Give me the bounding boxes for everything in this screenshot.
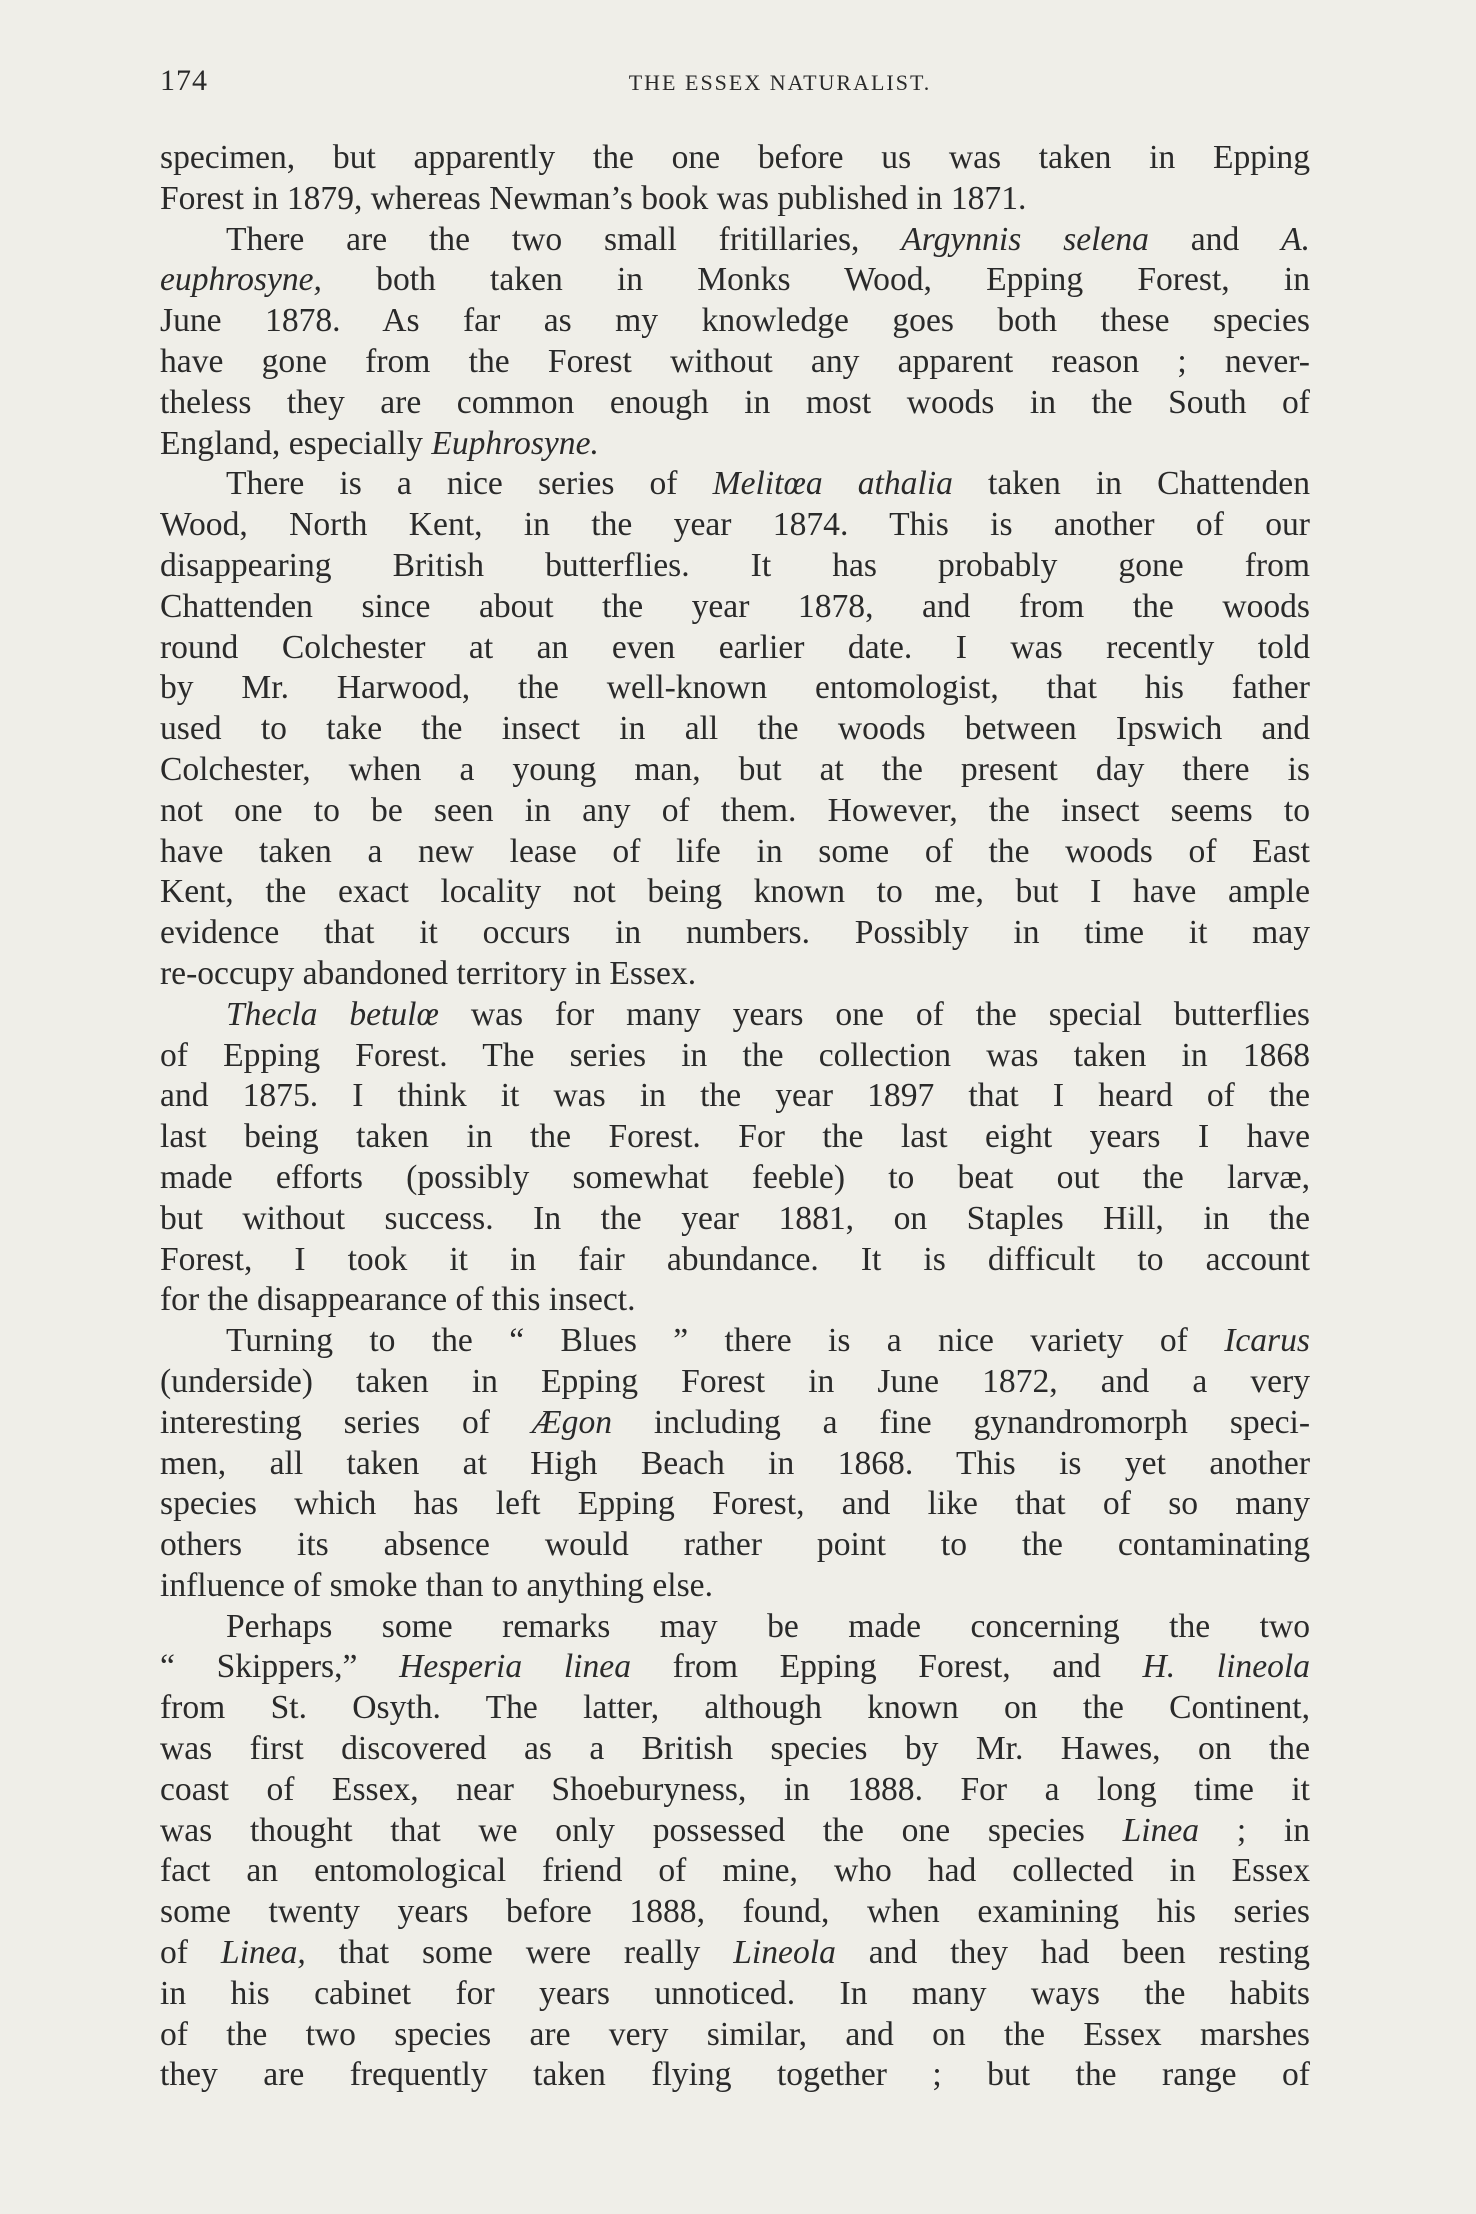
text-segment: and they had been resting: [835, 1934, 1310, 1972]
text-line: [160, 260, 1310, 301]
text-segment: “ Skippers,”: [160, 1648, 400, 1686]
text-segment: by Mr. Harwood, the well-known entomologist, that his father: [160, 669, 1310, 707]
text-line: [160, 1525, 1310, 1566]
text-segment: that some were really: [305, 1934, 734, 1972]
text-segment: for the disappearance of this insect.: [160, 1281, 636, 1319]
text-segment: used to take the insect in all the woods between Ipswich and: [160, 710, 1310, 748]
text-line: [160, 1036, 1310, 1077]
text-segment: round Colchester at an even earlier date. I was recently told: [160, 628, 1310, 666]
text-line: [160, 628, 1310, 669]
text-segment: fact an entomological friend of mine, who had collected in Essex: [160, 1852, 1310, 1890]
italic-text: euphrosyne,: [160, 261, 322, 299]
text-segment: made efforts (possibly somewhat feeble) to beat out the larvæ,: [160, 1158, 1310, 1196]
text-segment: disappearing British butterflies. It has probably gone from: [160, 546, 1310, 584]
page-header: [160, 64, 1310, 108]
italic-text: Argynnis selena: [901, 220, 1149, 258]
text-segment: ; in: [1199, 1811, 1310, 1849]
text-line: [160, 342, 1310, 383]
text-line: [160, 505, 1310, 546]
text-segment: not one to be seen in any of them. However, the insect seems to: [160, 791, 1310, 829]
text-line: [160, 913, 1310, 954]
text-segment: of Epping Forest. The series in the collection was taken in 1868: [160, 1036, 1310, 1074]
text-segment: evidence that it occurs in numbers. Possibly in time it may: [160, 914, 1310, 952]
text-segment: Forest in 1879, whereas Newman’s book was published in 1871.: [160, 179, 1027, 217]
text-line: [160, 464, 1310, 505]
text-segment: species which has left Epping Forest, and like that of so many: [160, 1485, 1310, 1523]
text-line: [160, 750, 1310, 791]
text-segment: re-occupy abandoned territory in Essex.: [160, 954, 697, 992]
text-segment: specimen, but apparently the one before us was taken in Epping: [160, 139, 1310, 176]
italic-text: Linea: [1122, 1811, 1200, 1849]
italic-text: Euphrosyne.: [431, 424, 599, 462]
running-title: THE ESSEX NATURALIST.: [628, 70, 932, 95]
text-line: [160, 1321, 1310, 1362]
text-segment: of: [160, 1934, 221, 1972]
text-segment: including a fine gynandromorph speci-: [612, 1403, 1311, 1441]
text-line: [160, 1484, 1310, 1525]
text-line: [160, 1240, 1310, 1281]
text-segment: Chattenden since about the year 1878, and from the woods: [160, 587, 1310, 625]
text-segment: men, all taken at High Beach in 1868. This is yet another: [160, 1444, 1310, 1482]
text-segment: England, especially: [160, 424, 432, 462]
text-line: [160, 1607, 1310, 1648]
text-line: [160, 1199, 1310, 1240]
text-segment: June 1878. As far as my knowledge goes both these species: [160, 302, 1310, 340]
text-segment: they are frequently taken flying together ; but the range of: [160, 2056, 1310, 2094]
text-line: [160, 1280, 1310, 1321]
text-line: [160, 1688, 1310, 1729]
text-segment: both taken in Monks Wood, Epping Forest, in: [321, 261, 1310, 299]
text-line: [160, 995, 1310, 1036]
text-line: [160, 1892, 1310, 1933]
text-segment: (underside) taken in Epping Forest in June 1872, and a very: [160, 1362, 1310, 1400]
italic-text: Icarus: [1224, 1322, 1310, 1360]
text-line: [160, 424, 1310, 465]
text-line: [160, 954, 1310, 995]
italic-text: Melitœa athalia: [712, 465, 953, 503]
text-line: [160, 1974, 1310, 2015]
text-line: [160, 791, 1310, 832]
text-line: [160, 1933, 1310, 1974]
text-segment: and 1875. I think it was in the year 1897 that I heard of the: [160, 1077, 1310, 1115]
text-line: [160, 179, 1310, 220]
text-line: [160, 2055, 1310, 2096]
text-line: [160, 1811, 1310, 1852]
body-text: [160, 138, 1310, 2096]
text-line: [160, 1362, 1310, 1403]
text-segment: from St. Osyth. The latter, although known on the Continent,: [160, 1689, 1310, 1727]
text-segment: Perhaps some remarks may be made concerning the two: [226, 1607, 1310, 1645]
text-segment: Colchester, when a young man, but at the present day there is: [160, 750, 1310, 788]
text-segment: was for many years one of the special butterflies: [438, 995, 1310, 1033]
text-line: [160, 546, 1310, 587]
text-segment: from Epping Forest, and: [631, 1648, 1143, 1686]
text-segment: Wood, North Kent, in the year 1874. This is another of our: [160, 506, 1310, 544]
text-segment: but without success. In the year 1881, on Staples Hill, in the: [160, 1199, 1310, 1237]
italic-text: H. lineola: [1142, 1648, 1311, 1686]
text-segment: Forest, I took it in fair abundance. It is difficult to account: [160, 1240, 1310, 1278]
text-segment: last being taken in the Forest. For the last eight years I have: [160, 1118, 1310, 1156]
text-segment: theless they are common enough in most woods in the South of: [160, 383, 1310, 421]
text-line: [160, 1566, 1310, 1607]
italic-text: A.: [1281, 220, 1310, 258]
page-number: 174: [160, 64, 208, 97]
text-line: [160, 1729, 1310, 1770]
text-segment: was thought that we only possessed the one species: [160, 1811, 1123, 1849]
text-line: [160, 587, 1310, 628]
text-line: [160, 709, 1310, 750]
text-segment: have taken a new lease of life in some of the woods of East: [160, 832, 1310, 870]
text-line: [160, 1403, 1310, 1444]
text-segment: and: [1148, 220, 1282, 258]
text-segment: There is a nice series of: [226, 465, 713, 503]
text-line: [160, 1770, 1310, 1811]
text-segment: Kent, the exact locality not being known to me, but I have ample: [160, 873, 1310, 911]
text-line: [160, 1117, 1310, 1158]
text-segment: in his cabinet for years unnoticed. In many ways the habits: [160, 1974, 1310, 2012]
text-segment: interesting series of: [160, 1403, 532, 1441]
text-line: [160, 220, 1310, 261]
text-line: [160, 2015, 1310, 2056]
text-segment: others its absence would rather point to the contaminating: [160, 1526, 1310, 1564]
text-line: [160, 872, 1310, 913]
italic-text: Thecla betulœ: [226, 995, 439, 1033]
italic-text: Ægon: [531, 1403, 613, 1441]
text-line: [160, 1851, 1310, 1892]
text-segment: There are the two small fritillaries,: [226, 220, 902, 258]
text-line: [160, 383, 1310, 424]
text-line: [160, 301, 1310, 342]
text-segment: some twenty years before 1888, found, when examining his series: [160, 1893, 1310, 1931]
text-segment: influence of smoke than to anything else.: [160, 1566, 713, 1604]
text-segment: taken in Chattenden: [952, 465, 1310, 503]
text-segment: was first discovered as a British species by Mr. Hawes, on the: [160, 1730, 1310, 1768]
text-line: [160, 138, 1310, 179]
italic-text: Linea,: [220, 1934, 306, 1972]
italic-text: Hesperia linea: [399, 1648, 631, 1686]
text-line: [160, 1076, 1310, 1117]
text-line: [160, 1444, 1310, 1485]
text-segment: Turning to the “ Blues ” there is a nice variety of: [226, 1322, 1225, 1360]
text-segment: have gone from the Forest without any apparent reason ; never-: [160, 342, 1310, 380]
text-line: [160, 832, 1310, 873]
text-segment: coast of Essex, near Shoeburyness, in 1888. For a long time it: [160, 1770, 1310, 1808]
text-line: [160, 668, 1310, 709]
italic-text: Lineola: [733, 1934, 836, 1972]
text-line: [160, 1647, 1310, 1688]
text-segment: of the two species are very similar, and on the Essex marshes: [160, 2015, 1310, 2053]
text-line: [160, 1158, 1310, 1199]
